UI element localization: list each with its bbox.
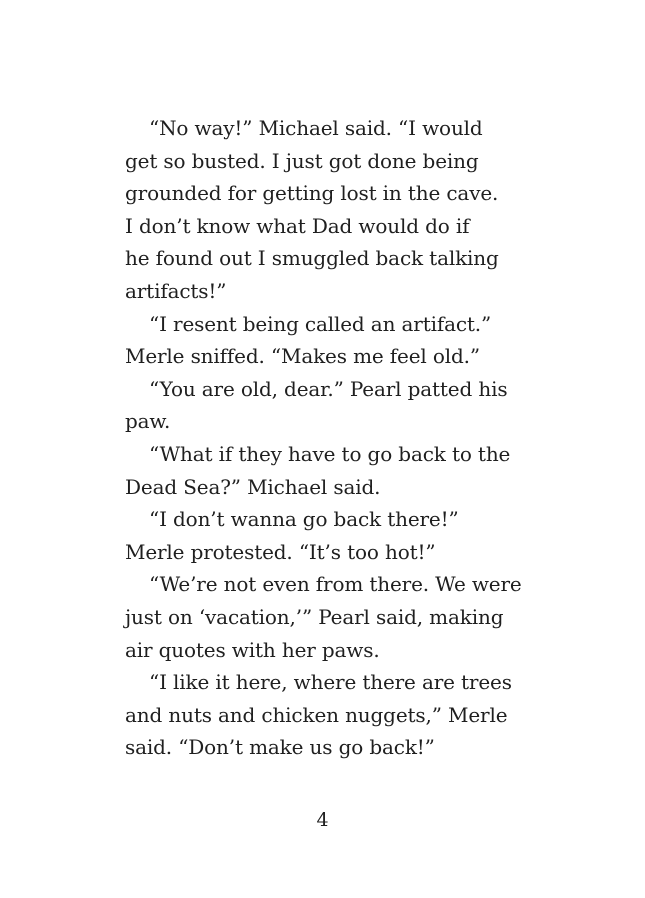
text-line: “I resent being called an artifact.” <box>149 311 492 336</box>
text-line: “What if they have to go back to the <box>149 441 511 466</box>
text-line: Dead Sea?” Michael said. <box>125 474 381 499</box>
text-line: “I like it here, where there are trees <box>149 670 512 695</box>
text-line: just on ‘vacation,’” Pearl said, making <box>125 604 504 629</box>
text-line: he found out I smuggled back talking <box>125 246 499 271</box>
text-line: “No way!” Michael said. “I would <box>149 116 483 140</box>
text-line: grounded for getting lost in the cave. <box>125 181 499 206</box>
text-line: get so busted. I just got done being <box>125 148 479 173</box>
text-line: artifacts!” <box>125 278 227 303</box>
page-number: 4 <box>316 809 329 831</box>
text-line: air quotes with her paws. <box>125 637 380 662</box>
text-line: “I don’t wanna go back there!” <box>149 507 459 532</box>
text-line: paw. <box>125 409 171 434</box>
text-line: and nuts and chicken nuggets,” Merle <box>125 702 508 727</box>
text-line: Merle sniffed. “Makes me feel old.” <box>125 344 480 369</box>
text-line: “You are old, dear.” Pearl patted his <box>149 376 508 401</box>
text-line: Merle protested. “It’s too hot!” <box>125 539 436 564</box>
body-text <box>125 112 525 764</box>
text-line: said. “Don’t make us go back!” <box>125 735 435 760</box>
text-line: “We’re not even from there. We were <box>149 572 522 597</box>
text-line: I don’t know what Dad would do if <box>125 213 470 238</box>
